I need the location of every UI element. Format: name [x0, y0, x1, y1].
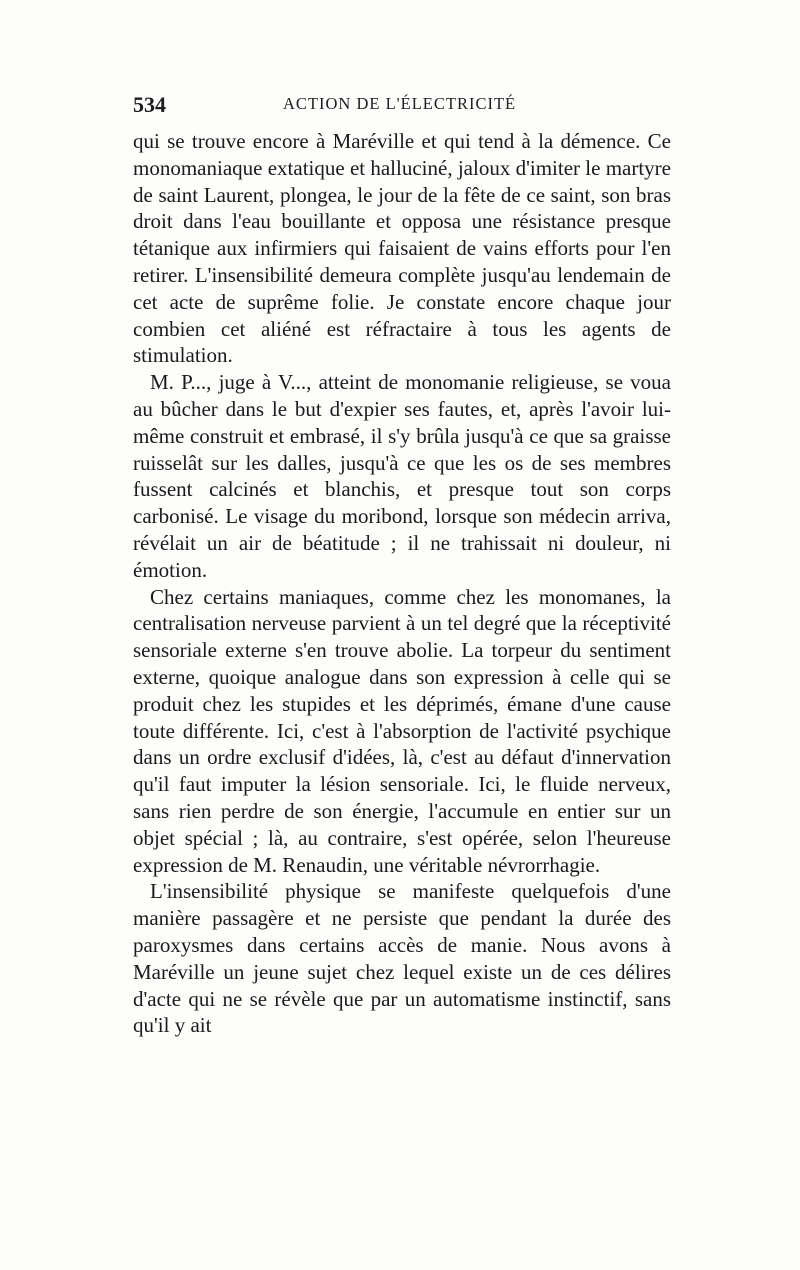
paragraph: Chez certains maniaques, comme chez les monomanes, la centralisation nerveuse parvient à un tel degré que la réceptivité sensoriale externe s'en trouve abolie. La torpeur du sentiment externe, quoique analogue dans son expression à celle qui se produit chez les stupides et les déprimés, émane d'une cause toute différente. Ici, c'est à l'absorption de l'activité psychique dans un ordre exclusif d'idées, là, c'est au défaut d'innervation qu'il faut imputer la lésion sensoriale. Ici, le fluide nerveux, sans rien perdre de son énergie, l'accumule en entier sur un objet spécial ; là, au contraire, s'est opérée, selon l'heureuse expression de M. Renaudin, une véritable névrorrhagie. — [133, 584, 671, 877]
page-number: 534 — [133, 92, 166, 117]
running-title: ACTION DE L'ÉLECTRICITÉ — [283, 94, 517, 113]
body-text — [133, 128, 671, 1039]
paragraph: M. P..., juge à V..., atteint de monomanie religieuse, se voua au bûcher dans le but d'expier ses fautes, et, après l'avoir lui-même construit et embrasé, il s'y brûla jusqu'à ce que sa graisse ruisselât sur les dalles, jusqu'à ce que les os de ses membres fussent calcinés et blanchis, et presque tout son corps carbonisé. Le visage du moribond, lorsque son médecin arriva, révélait un air de béatitude ; il ne trahissait ni douleur, ni émotion. — [133, 370, 671, 582]
paragraph: L'insensibilité physique se manifeste quelquefois d'une manière passagère et ne persiste que pendant la durée des paroxysmes dans certains accès de manie. Nous avons à Maréville un jeune sujet chez lequel existe un de ces délires d'acte qui ne se révèle que par un automatisme instinctif, sans qu'il y ait — [133, 879, 671, 1038]
page-header — [133, 92, 671, 122]
paragraph-continuation: qui se trouve encore à Maréville et qui tend à la démence. Ce monomaniaque extatique et halluciné, jaloux d'imiter le martyre de saint Laurent, plongea, le jour de la fête de ce saint, son bras droit dans l'eau bouillante et opposa une résistance presque tétanique aux infirmiers qui faisaient de vains efforts pour l'en retirer. L'insensibilité demeura complète jusqu'au lendemain de cet acte de suprême folie. Je constate encore chaque jour combien cet aliéné est réfractaire à tous les agents de stimulation. — [133, 129, 671, 368]
